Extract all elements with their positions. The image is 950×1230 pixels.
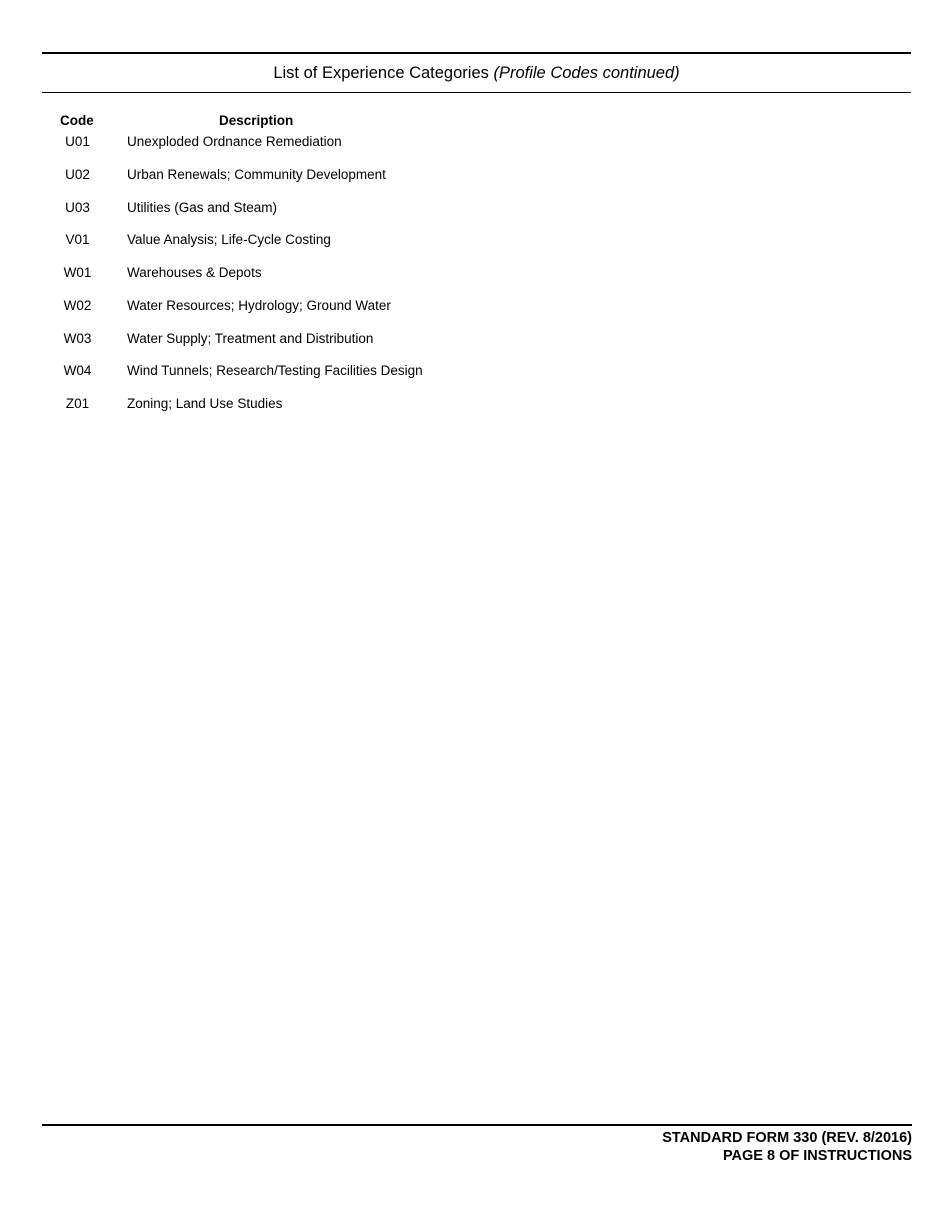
table-row bbox=[0, 198, 950, 218]
profile-description: Zoning; Land Use Studies bbox=[127, 396, 283, 411]
profile-code: W03 bbox=[63, 331, 92, 346]
column-header-description: Description bbox=[219, 113, 294, 128]
profile-description: Urban Renewals; Community Development bbox=[127, 167, 386, 182]
top-rule bbox=[42, 52, 911, 54]
profile-code: W01 bbox=[63, 265, 92, 280]
table-row bbox=[0, 394, 950, 414]
table-row bbox=[0, 263, 950, 283]
footer-form-name: STANDARD FORM 330 (REV. 8/2016) bbox=[662, 1130, 912, 1146]
profile-description: Utilities (Gas and Steam) bbox=[127, 200, 278, 215]
profile-description: Unexploded Ordnance Remediation bbox=[127, 134, 342, 149]
table-row bbox=[0, 296, 950, 316]
form-footer bbox=[662, 1129, 912, 1165]
column-header-code: Code bbox=[60, 113, 94, 128]
profile-code: Z01 bbox=[65, 396, 90, 411]
profile-code: W04 bbox=[63, 363, 92, 378]
bottom-rule bbox=[42, 1124, 912, 1126]
table-row bbox=[0, 361, 950, 381]
profile-code: V01 bbox=[65, 232, 90, 247]
profile-description: Water Resources; Hydrology; Ground Water bbox=[127, 298, 391, 313]
table-row bbox=[0, 230, 950, 250]
table-row bbox=[0, 165, 950, 185]
profile-code: W02 bbox=[63, 298, 92, 313]
page-title bbox=[42, 62, 911, 84]
page-title-italic: (Profile Codes continued) bbox=[493, 64, 680, 82]
table-row bbox=[0, 329, 950, 349]
profile-code: U02 bbox=[65, 167, 90, 182]
profile-description: Water Supply; Treatment and Distribution bbox=[127, 331, 374, 346]
table-row bbox=[0, 132, 950, 152]
profile-description: Wind Tunnels; Research/Testing Facilities Design bbox=[127, 363, 423, 378]
footer-page-label: PAGE 8 OF INSTRUCTIONS bbox=[722, 1148, 912, 1164]
profile-code: U01 bbox=[65, 134, 90, 149]
profile-description: Value Analysis; Life-Cycle Costing bbox=[127, 232, 331, 247]
title-divider bbox=[42, 92, 911, 93]
page-title-main: List of Experience Categories bbox=[273, 64, 489, 82]
profile-description: Warehouses & Depots bbox=[127, 265, 262, 280]
profile-code: U03 bbox=[65, 200, 90, 215]
